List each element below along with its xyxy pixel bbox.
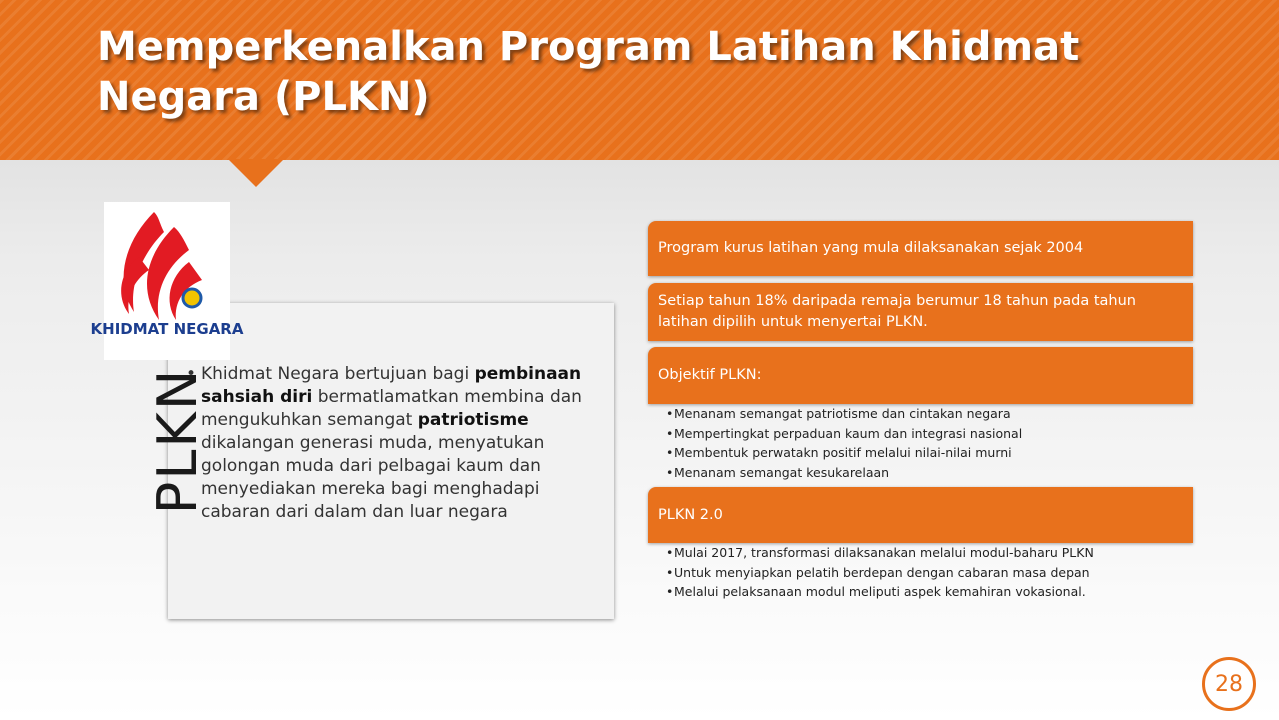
plkn-vertical-label: PLKN <box>146 367 209 515</box>
objective-item: • Membentuk perwatakn positif melalui nilai-nilai murni <box>666 443 1206 463</box>
page-number: 28 <box>1215 671 1243 697</box>
info-box-objectives <box>648 347 1193 404</box>
info-box-text: PLKN 2.0 <box>658 506 723 523</box>
info-box-text: Setiap tahun 18% daripada remaja berumur 18 tahun pada tahun latihan dipilih untuk menyertai PLKN. <box>658 293 1136 330</box>
plkn2-item: • Mulai 2017, transformasi dilaksanakan melalui modul-baharu PLKN <box>666 543 1206 563</box>
khidmat-negara-logo <box>90 202 244 360</box>
description-text-1: Khidmat Negara bertujuan bagi <box>201 364 475 384</box>
objective-item: • Mempertingkat perpaduan kaum dan integrasi nasional <box>666 424 1206 444</box>
description-bold-2: patriotisme <box>417 410 529 430</box>
description-text-3: dikalangan generasi muda, menyatukan golongan muda dari pelbagai kaum dan menyediakan mereka bagi menghadapi cabaran dari dalam dan luar negara <box>201 433 545 522</box>
description-bold-1: pembinaan sahsiah diri <box>201 364 582 407</box>
objectives-list <box>666 404 1206 482</box>
description-bullet <box>186 363 604 524</box>
plkn2-item: • Untuk menyiapkan pelatih berdepan dengan cabaran masa depan <box>666 563 1206 583</box>
info-box-text: Objektif PLKN: <box>658 367 762 383</box>
banner-pointer <box>228 159 284 187</box>
info-box-program-start <box>648 221 1193 276</box>
info-box-text: Program kurus latihan yang mula dilaksanakan sejak 2004 <box>658 240 1084 256</box>
logo-text: KHIDMAT NEGARA <box>90 320 244 338</box>
plkn2-list <box>666 543 1206 602</box>
description-text-2: bermatlamatkan membina dan mengukuhkan semangat <box>201 387 582 430</box>
logo-graphic <box>90 202 244 360</box>
info-box-selection <box>648 283 1193 341</box>
plkn2-item: • Melalui pelaksanaan modul meliputi aspek kemahiran vokasional. <box>666 582 1206 602</box>
description-list <box>186 363 604 524</box>
slide-title: Memperkenalkan Program Latihan Khidmat Negara (PLKN) <box>97 24 1080 120</box>
info-box-plkn2 <box>648 487 1193 543</box>
objective-item: • Menanam semangat kesukarelaan <box>666 463 1206 483</box>
page-number-badge <box>1202 657 1256 711</box>
objective-item: • Menanam semangat patriotisme dan cintakan negara <box>666 404 1206 424</box>
